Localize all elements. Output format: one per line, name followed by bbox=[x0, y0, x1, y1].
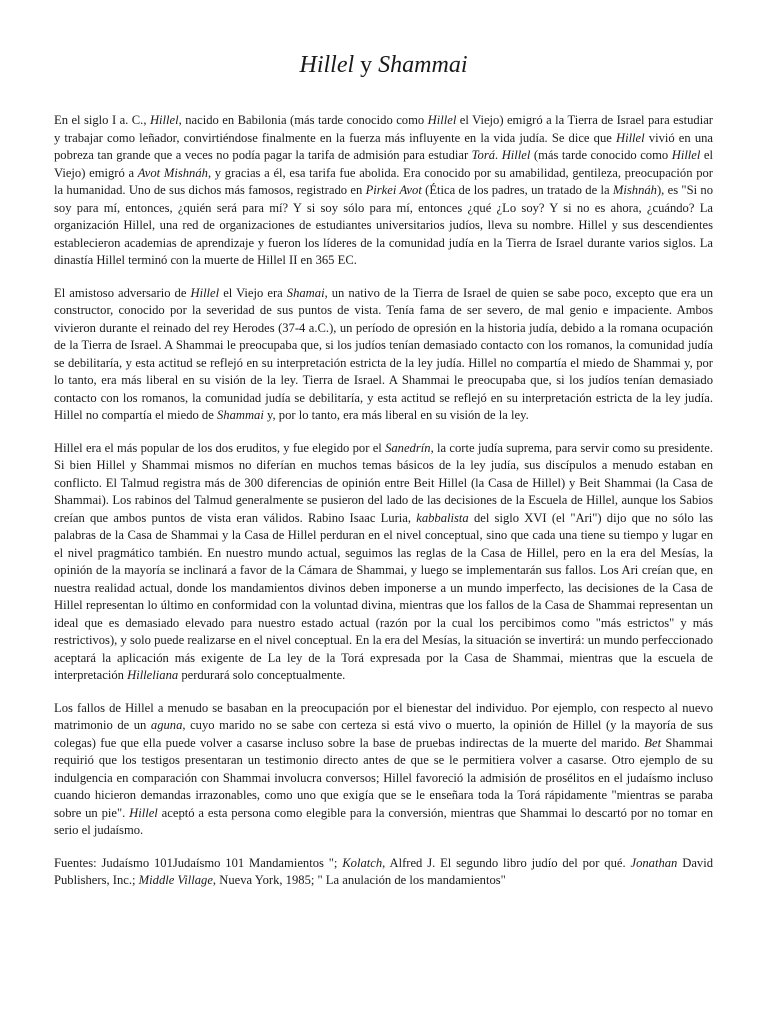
italic-term: Hillel bbox=[615, 130, 645, 145]
text-run: el Viejo) emigró a la Tierra de Israel para estudiar y trabajar como leñador, convirtiéndose finalmente en la fuerza más influyente en la vida judía. Se dice que bbox=[54, 113, 713, 145]
italic-term: Avot Mishnáh bbox=[137, 165, 208, 180]
text-run: Shammai requirió que los testigos presentaran un testimonio directo antes de que se le permitiera volver a casarse. Otro ejemplo de su indulgencia en comparación con Shammai involucra conversos; Hillel favoreció la admisión de prosélitos en el judaísmo incluso cuando hicieron demandas irrazonables, como uno que exigía que se le enseñara toda la Torá rápidamente "mientras se paraba sobre un pie". bbox=[54, 735, 713, 820]
title-hillel: Hillel bbox=[299, 52, 355, 78]
italic-term: aguna bbox=[150, 718, 183, 732]
italic-term: Pirkei Avot bbox=[365, 183, 422, 197]
text-run: En el siglo I a. C., bbox=[54, 113, 150, 127]
italic-term: Hillel bbox=[129, 805, 158, 820]
italic-term: Middle Village bbox=[138, 873, 213, 887]
text-run: , la corte judía suprema, para servir como su presidente. Si bien Hillel y Shammai mismos no diferían en muchos temas básicos de la ley judía, sus discípulos a menudo estaban en conflicto. El Talmud registra más de 300 diferencias de opinión entre Beit Hillel (la Casa de Hillel) y Beit Shammai (la Casa de Shammai). Los rabinos del Talmud generalmente se pusieron del lado de las decisiones de la Escuela de Hillel, aunque los Sabios creían que ambos puntos de vista eran válidos. Rabino Isaac Luria, bbox=[54, 440, 713, 525]
paragraph-rulings bbox=[54, 700, 713, 840]
text-run: , cuyo marido no se sabe con certeza si está vivo o muerto, la opinión de Hillel (y la mayoría de sus colegas) fue que ella puede volver a casarse incluso sobre la base de pruebas indirectas de la muerte del marido. bbox=[54, 718, 713, 750]
document-body bbox=[54, 112, 713, 890]
text-run: ), es "Si no soy para mí, entonces, ¿quién será para mí? Y si soy sólo para mí, entonces ¿qué ¿Lo soy? Y si no es ahora, ¿cuándo? La organización Hillel, una red de organizaciones de estudiantes universitarios judíos, lleva su nombre. Hillel y sus descendientes establecieron academias de aprendizaje y fueron los líderes de la comunidad judía en la Tierra de Israel durante varios siglos. La dinastía Hillel terminó con la muerte de Hillel II en 365 EC. bbox=[54, 183, 713, 267]
italic-term: Hillel bbox=[671, 148, 701, 162]
text-run: David Publishers, Inc.; bbox=[54, 855, 713, 887]
italic-term: Mishnáh bbox=[612, 183, 657, 197]
text-run: (Ética de los padres, un tratado de la bbox=[421, 183, 613, 197]
text-run: el Viejo) emigró a bbox=[54, 148, 714, 180]
text-run: , Alfred J. El segundo libro judío del por qué. bbox=[382, 855, 631, 870]
text-run: , Nueva York, 1985; " La anulación de los mandamientos" bbox=[212, 873, 506, 887]
title-shammai: Shammai bbox=[378, 52, 468, 78]
text-run: y, por lo tanto, era más liberal en su visión de la ley. bbox=[263, 408, 529, 422]
text-run: Hillel era el más popular de los dos eruditos, y fue elegido por el bbox=[54, 440, 386, 455]
title-conjunction: y bbox=[354, 52, 379, 78]
italic-term: Kolatch bbox=[342, 855, 383, 870]
text-run: del siglo XVI (el "Ari") dijo que no sólo las palabras de la Casa de Shammai y la Casa de Hillel perduran en el nivel conceptual, sino que cada una tiene su tiempo y lugar en el nivel pragmático también. En nuestro mundo actual, seguimos las reglas de la Casa de Hillel, pero en la era del Mesías, la opinión de la mayoría se inclinará a favor de la Cámara de Shammai, y luego se implementarán sus fallos. Los Ari creían que, en nuestra realidad actual, donde los mandamientos divinos deben imponerse a un mundo imperfecto, las decisiones de la Casa de Hillel representan lo último en conformidad con la voluntad divina, mientras que los fallos de la Casa de Shammai representan un ideal que es demasiado elevado para nuestro estado actual (razón por la cual los percibimos como "más estrictos" y más restrictivos), y solo puede realizarse en el nivel conceptual. En la era del Mesías, la situación se invertirá: un mundo perfeccionado aceptará la aplicación más exigente de La ley de la Torá expresada por la Casa de Shammai, mientras que la escuela de interpretación bbox=[54, 510, 713, 682]
text-run: Fuentes: Judaísmo 101Judaísmo 101 Mandamientos "; bbox=[54, 855, 343, 870]
text-run: , y gracias a él, esa tarifa fue abolida. Era conocido por su amabilidad, gentileza, preocupación por la humanidad. Uno de sus dichos más famosos, registrado en bbox=[54, 165, 713, 197]
text-run: vivió en una pobreza tan grande que a veces no podía pagar la tarifa de admisión para estudiar bbox=[54, 130, 714, 162]
italic-term: Hilleliana bbox=[127, 668, 179, 682]
text-run: aceptó a esta persona como elegible para la conversión, mientras que Shammai lo descartó por no tomar en serio el judaísmo. bbox=[54, 805, 713, 837]
italic-term: Sanedrín bbox=[385, 440, 431, 455]
italic-term: Hillel bbox=[190, 285, 220, 300]
text-run: , nacido en Babilonia (más tarde conocido como bbox=[178, 113, 428, 127]
italic-term: Jonathan bbox=[630, 855, 678, 870]
text-run: (más tarde conocido como bbox=[530, 148, 672, 162]
italic-term: Hillel bbox=[501, 148, 531, 162]
paragraph-shammai bbox=[54, 285, 713, 425]
paragraph-hillel-origins bbox=[54, 112, 713, 270]
text-run: , un nativo de la Tierra de Israel de quien se sabe poco, excepto que era un constructor, conocido por la severidad de sus puntos de vista. Tenía fama de ser severo, de mal genio e impaciente. Ambos vivieron durante el reinado del rey Herodes (37-4 a.C.), un período de opresión en la historia judía, debido a la romana ocupación de la Tierra de Israel. A Shammai le preocupaba que, si los judíos tenían demasiado contacto con los romanos, la comunidad judía se debilitaría, y esta actitud se reflejó en su interpretación estricta de la ley judía. Hillel no compartía el miedo de Shammai y, por lo tanto, era más liberal en su visión de la ley. Tierra de Israel. A Shammai le preocupaba que, si los judíos tenían demasiado contacto con los romanos, la comunidad judía se debilitaría, y esta actitud se reflejó en su interpretación estricta de la ley judía. Hillel no compartía el miedo de bbox=[54, 285, 713, 422]
italic-term: Torá bbox=[471, 148, 496, 162]
italic-term: Shammai bbox=[216, 408, 264, 422]
italic-term: Hillel bbox=[427, 113, 457, 127]
italic-term: kabbalista bbox=[416, 510, 469, 525]
text-run: el Viejo era bbox=[219, 285, 287, 300]
text-run: perdurará solo conceptualmente. bbox=[178, 668, 346, 682]
italic-term: Hillel bbox=[149, 113, 179, 127]
paragraph-schools bbox=[54, 440, 713, 685]
document-title bbox=[54, 0, 713, 80]
text-run: El amistoso adversario de bbox=[54, 285, 191, 300]
text-run: Los fallos de Hillel a menudo se basaban en la preocupación por el bienestar del individuo. Por ejemplo, con respecto al nuevo matrimonio de un bbox=[54, 700, 713, 732]
text-run: . bbox=[495, 148, 502, 162]
italic-term: Bet bbox=[644, 735, 662, 750]
italic-term: Shamai bbox=[286, 285, 325, 300]
paragraph-sources bbox=[54, 855, 713, 890]
